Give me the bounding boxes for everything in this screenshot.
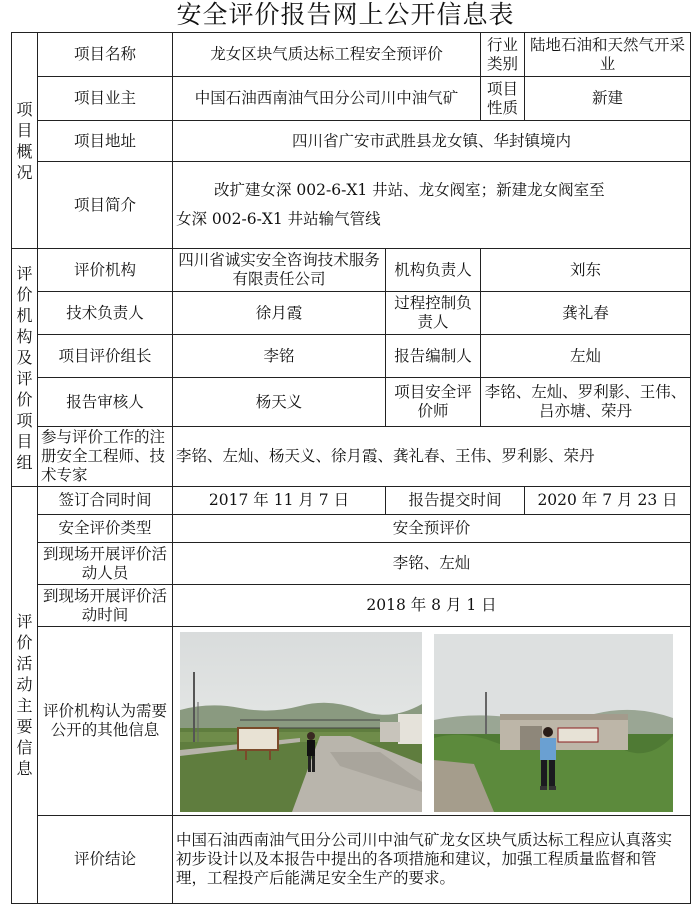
intro-line-2: 女深 002-6-X1 井站输气管线 <box>176 210 381 228</box>
reviewer-value: 杨天义 <box>173 378 386 427</box>
staff-value: 李铭、左灿 <box>173 543 691 585</box>
date-value: 2018 年 8 月 1 日 <box>173 585 691 627</box>
type-label: 安全评价类型 <box>38 515 173 543</box>
head-value: 刘东 <box>481 249 691 292</box>
intro-line-1: 改扩建女深 002-6-X1 井站、龙女阀室；新建龙女阀室至 <box>214 181 605 199</box>
leader-label: 项目评价组长 <box>38 335 173 378</box>
section-activity: 评价活动主要信息 <box>12 487 38 904</box>
process-value: 龚礼春 <box>481 292 691 335</box>
type-value: 安全预评价 <box>173 515 691 543</box>
org-value: 四川省诚实安全咨询技术服务有限责任公司 <box>173 249 386 292</box>
contract-label: 签订合同时间 <box>38 487 173 515</box>
author-label: 报告编制人 <box>386 335 481 378</box>
nature-label: 项目性质 <box>481 77 525 121</box>
intro-value <box>173 162 691 249</box>
date-label: 到现场开展评价活动时间 <box>38 585 173 627</box>
address-label: 项目地址 <box>38 121 173 162</box>
owner-label: 项目业主 <box>38 77 173 121</box>
page-title: 安全评价报告网上公开信息表 <box>176 0 515 29</box>
project-name-value: 龙女区块气质达标工程安全预评价 <box>173 33 481 77</box>
process-label: 过程控制负责人 <box>386 292 481 335</box>
conclusion-value: 中国石油西南油气田分公司川中油气矿龙女区块气质达标工程应认真落实初步设计以及本报告中提出的各项措施和建议，加强工程质量监督和管理，工程投产后能满足安全生产的要求。 <box>173 816 691 904</box>
section-overview: 项目概况 <box>12 33 38 249</box>
engineers-label: 参与评价工作的注册安全工程师、技术专家 <box>38 427 173 487</box>
org-label: 评价机构 <box>38 249 173 292</box>
head-label: 机构负责人 <box>386 249 481 292</box>
tech-label: 技术负责人 <box>38 292 173 335</box>
contract-value: 2017 年 11 月 7 日 <box>173 487 386 515</box>
site-photo-well-station <box>180 632 422 812</box>
section-agency: 评价机构及评价项目组 <box>12 249 38 487</box>
staff-label: 到现场开展评价活动人员 <box>38 543 173 585</box>
project-name-label: 项目名称 <box>38 33 173 77</box>
leader-value: 李铭 <box>173 335 386 378</box>
industry-label: 行业类别 <box>481 33 525 77</box>
tech-value: 徐月霞 <box>173 292 386 335</box>
engineers-value: 李铭、左灿、杨天义、徐月霞、龚礼春、王伟、罗利影、荣丹 <box>173 427 691 487</box>
site-photo-valve-room <box>434 634 673 812</box>
nature-value: 新建 <box>525 77 691 121</box>
submit-label: 报告提交时间 <box>386 487 525 515</box>
intro-label: 项目简介 <box>38 162 173 249</box>
assessors-value: 李铭、左灿、罗利影、王伟、吕亦塘、荣丹 <box>481 378 691 427</box>
assessors-label: 项目安全评价师 <box>386 378 481 427</box>
industry-value: 陆地石油和天然气开采业 <box>525 33 691 77</box>
address-value: 四川省广安市武胜县龙女镇、华封镇境内 <box>173 121 691 162</box>
submit-value: 2020 年 7 月 23 日 <box>525 487 691 515</box>
owner-value: 中国石油西南油气田分公司川中油气矿 <box>173 77 481 121</box>
other-label: 评价机构认为需要公开的其他信息 <box>38 627 173 816</box>
conclusion-label: 评价结论 <box>38 816 173 904</box>
reviewer-label: 报告审核人 <box>38 378 173 427</box>
author-value: 左灿 <box>481 335 691 378</box>
